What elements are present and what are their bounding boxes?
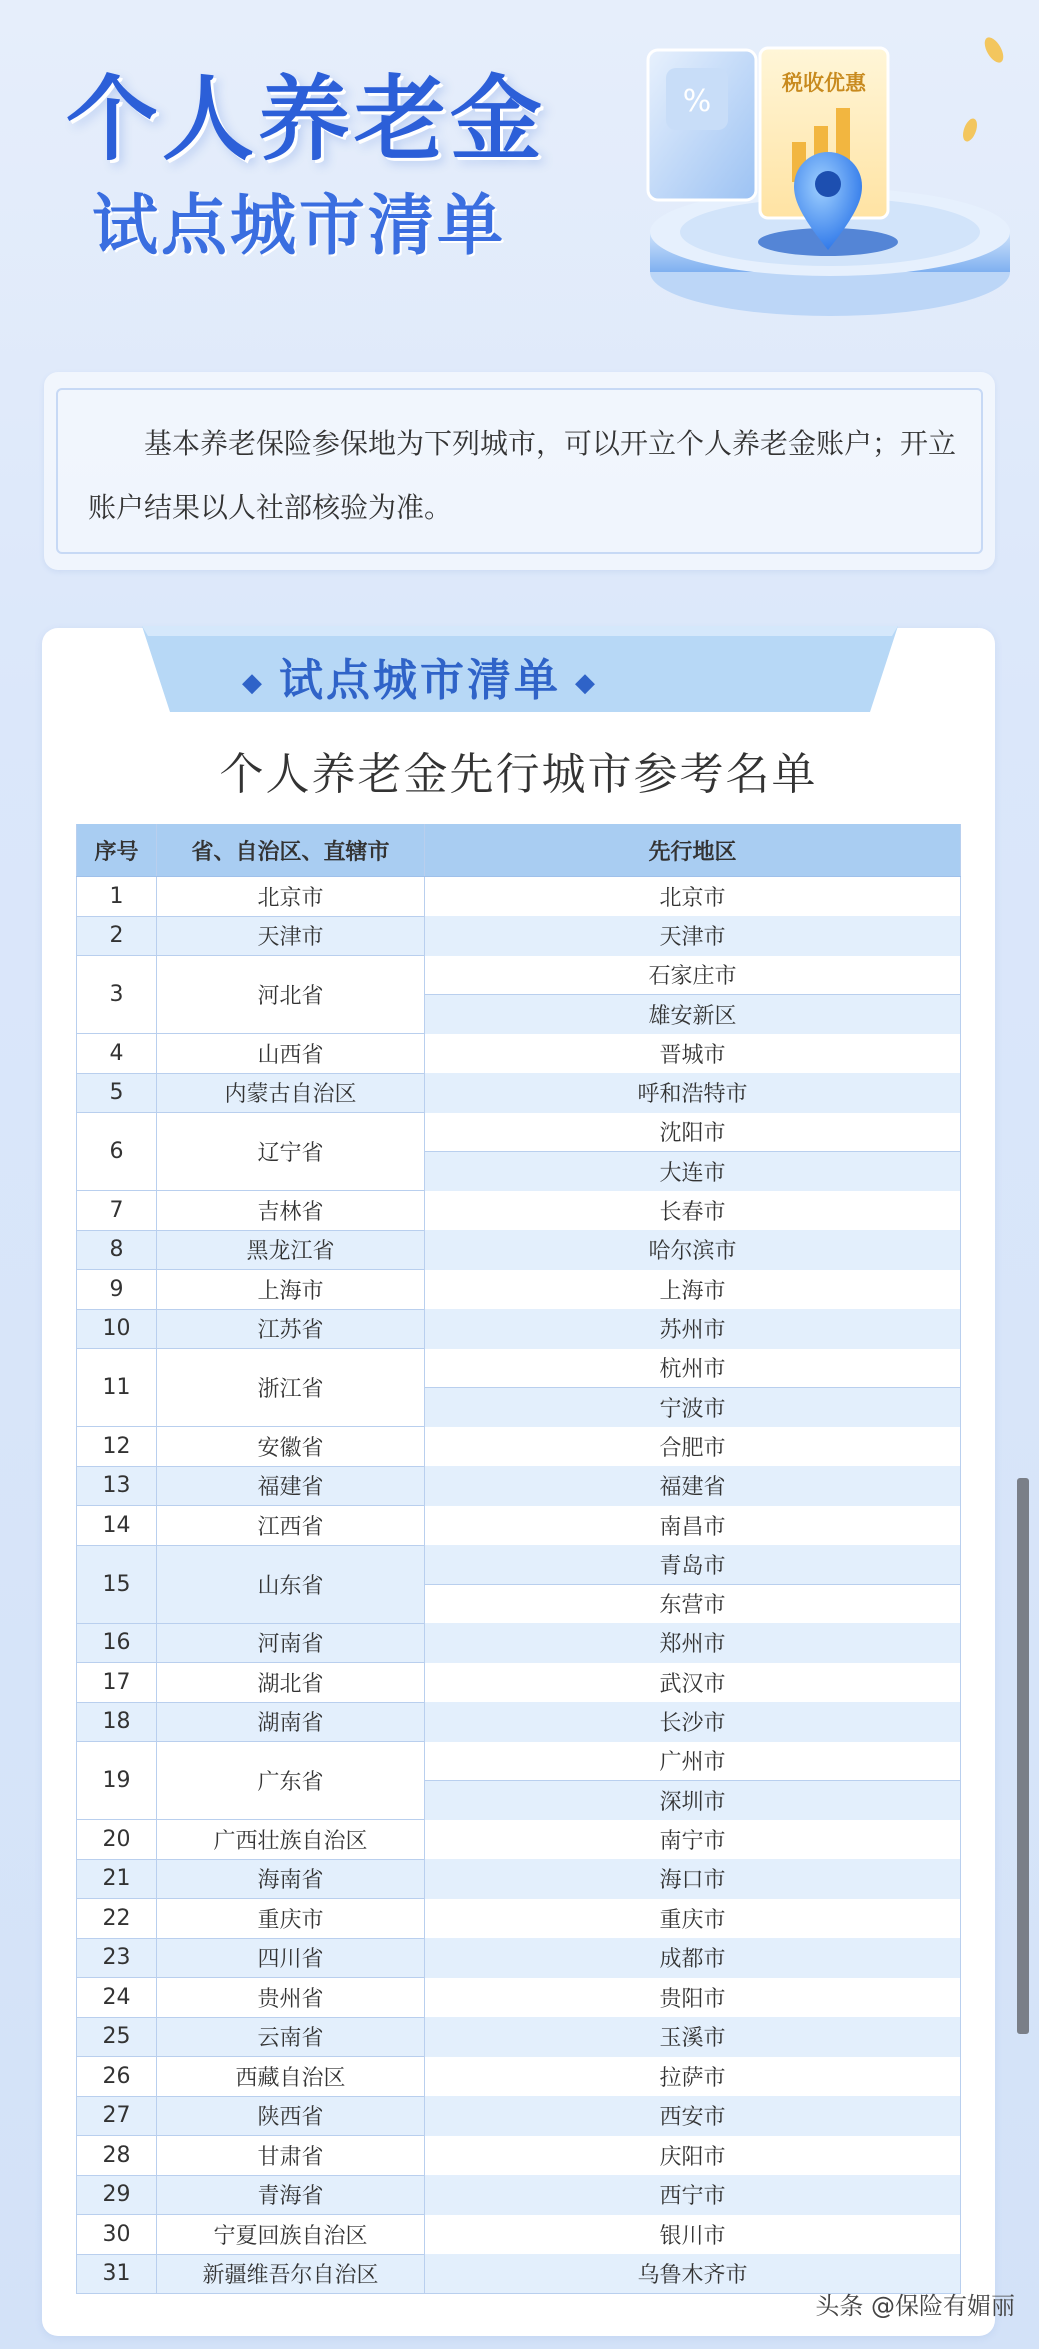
cell-no: 8	[77, 1230, 157, 1270]
cell-city: 南昌市	[425, 1506, 961, 1546]
intro-card	[44, 372, 995, 570]
table-row	[77, 1034, 961, 1074]
cell-no: 20	[77, 1820, 157, 1860]
cell-no: 22	[77, 1899, 157, 1939]
scrollbar-thumb[interactable]	[1017, 1478, 1029, 2034]
cell-no: 25	[77, 2017, 157, 2057]
cell-region: 云南省	[157, 2017, 425, 2057]
cell-city: 玉溪市	[425, 2017, 961, 2057]
cell-region: 湖南省	[157, 1702, 425, 1742]
cell-no: 23	[77, 1938, 157, 1978]
cell-city: 西宁市	[425, 2175, 961, 2215]
cell-city: 福建省	[425, 1466, 961, 1506]
cell-city: 哈尔滨市	[425, 1230, 961, 1270]
table-row	[77, 2096, 961, 2136]
diamond-icon: ◆	[575, 668, 598, 698]
cell-no: 9	[77, 1270, 157, 1310]
cell-region: 广东省	[157, 1742, 425, 1820]
table-row	[77, 2215, 961, 2255]
cell-no: 14	[77, 1506, 157, 1546]
cell-region: 海南省	[157, 1859, 425, 1899]
table-row	[77, 1191, 961, 1231]
cell-no: 18	[77, 1702, 157, 1742]
cell-no: 26	[77, 2057, 157, 2097]
cell-no: 28	[77, 2136, 157, 2176]
cell-region: 吉林省	[157, 1191, 425, 1231]
cell-no: 1	[77, 877, 157, 917]
cell-city: 北京市	[425, 877, 961, 917]
cell-city: 呼和浩特市	[425, 1073, 961, 1113]
cell-region: 山东省	[157, 1545, 425, 1623]
cell-city: 合肥市	[425, 1427, 961, 1467]
cell-city: 深圳市	[425, 1781, 961, 1820]
cell-city: 武汉市	[425, 1663, 961, 1703]
table-row	[77, 1349, 961, 1388]
table-row	[77, 2057, 961, 2097]
cell-no: 12	[77, 1427, 157, 1467]
cell-region: 上海市	[157, 1270, 425, 1310]
cell-no: 5	[77, 1073, 157, 1113]
table-row	[77, 2175, 961, 2215]
table-row	[77, 2136, 961, 2176]
table-row	[77, 916, 961, 956]
list-subtitle: 个人养老金先行城市参考名单	[219, 749, 818, 800]
cell-city: 宁波市	[425, 1388, 961, 1427]
cell-city: 庆阳市	[425, 2136, 961, 2176]
watermark: 头条 @保险有媚丽	[815, 2292, 1015, 2320]
cell-no: 17	[77, 1663, 157, 1703]
cell-city: 郑州市	[425, 1623, 961, 1663]
cell-no: 2	[77, 916, 157, 956]
cell-no: 10	[77, 1309, 157, 1349]
intro-text	[88, 412, 968, 540]
cell-city: 青岛市	[425, 1545, 961, 1584]
table-row	[77, 1545, 961, 1584]
section-title-text: 试点城市清单	[279, 655, 561, 706]
cell-city: 长沙市	[425, 1702, 961, 1742]
cell-region: 青海省	[157, 2175, 425, 2215]
table-row	[77, 1859, 961, 1899]
table-row	[77, 2017, 961, 2057]
table-row	[77, 1663, 961, 1703]
cell-no: 24	[77, 1978, 157, 2018]
city-list-card	[42, 628, 995, 2336]
cell-city: 广州市	[425, 1742, 961, 1781]
cell-region: 新疆维吾尔自治区	[157, 2254, 425, 2294]
table-row	[77, 1466, 961, 1506]
cell-no: 21	[77, 1859, 157, 1899]
cell-region: 西藏自治区	[157, 2057, 425, 2097]
cell-region: 四川省	[157, 1938, 425, 1978]
cell-city: 沈阳市	[425, 1113, 961, 1152]
cell-region: 江西省	[157, 1506, 425, 1546]
intro-paragraph: 基本养老保险参保地为下列城市，可以开立个人养老金账户；开立账户结果以人社部核验为准。	[88, 427, 957, 524]
table-row	[77, 1309, 961, 1349]
cell-no: 6	[77, 1113, 157, 1191]
page-title: 个人养老金	[66, 66, 547, 173]
cell-no: 11	[77, 1349, 157, 1427]
pilot-city-table	[76, 824, 961, 2294]
cell-region: 重庆市	[157, 1899, 425, 1939]
cell-city: 拉萨市	[425, 2057, 961, 2097]
table-row	[77, 1270, 961, 1310]
table-row	[77, 1506, 961, 1546]
cell-city: 东营市	[425, 1584, 961, 1623]
cell-no: 15	[77, 1545, 157, 1623]
cell-city: 乌鲁木齐市	[425, 2254, 961, 2294]
table-row	[77, 1978, 961, 2018]
cell-region: 内蒙古自治区	[157, 1073, 425, 1113]
percent-card-icon	[648, 50, 756, 200]
table-header-row	[77, 824, 961, 877]
cell-region: 安徽省	[157, 1427, 425, 1467]
column-header-no: 序号	[77, 824, 157, 877]
cell-region: 河北省	[157, 956, 425, 1034]
cell-no: 27	[77, 2096, 157, 2136]
cell-region: 黑龙江省	[157, 1230, 425, 1270]
table-row	[77, 877, 961, 917]
column-header-region: 省、自治区、直辖市	[157, 824, 425, 877]
cell-region: 辽宁省	[157, 1113, 425, 1191]
table-row	[77, 956, 961, 995]
cell-no: 7	[77, 1191, 157, 1231]
cell-region: 浙江省	[157, 1349, 425, 1427]
cell-region: 宁夏回族自治区	[157, 2215, 425, 2255]
cell-region: 河南省	[157, 1623, 425, 1663]
table-row	[77, 1702, 961, 1742]
cell-city: 西安市	[425, 2096, 961, 2136]
table-row	[77, 1230, 961, 1270]
cell-city: 贵阳市	[425, 1978, 961, 2018]
table-row	[77, 1073, 961, 1113]
cell-no: 29	[77, 2175, 157, 2215]
cell-city: 天津市	[425, 916, 961, 956]
cell-city: 杭州市	[425, 1349, 961, 1388]
table-row	[77, 1899, 961, 1939]
cell-region: 陕西省	[157, 2096, 425, 2136]
page-subtitle: 试点城市清单	[92, 187, 506, 264]
column-header-cities: 先行地区	[425, 824, 961, 877]
cell-city: 石家庄市	[425, 956, 961, 995]
cell-no: 16	[77, 1623, 157, 1663]
table-row	[77, 1427, 961, 1467]
cell-city: 苏州市	[425, 1309, 961, 1349]
section-title	[42, 644, 798, 708]
cell-region: 广西壮族自治区	[157, 1820, 425, 1860]
cell-no: 30	[77, 2215, 157, 2255]
hero-banner	[0, 0, 1039, 360]
cell-city: 银川市	[425, 2215, 961, 2255]
cell-city: 晋城市	[425, 1034, 961, 1074]
diamond-icon: ◆	[242, 668, 265, 698]
cell-no: 4	[77, 1034, 157, 1074]
cell-no: 19	[77, 1742, 157, 1820]
svg-text:%: %	[682, 84, 712, 119]
cell-city: 长春市	[425, 1191, 961, 1231]
cell-city: 成都市	[425, 1938, 961, 1978]
table-row	[77, 1820, 961, 1860]
table-row	[77, 1113, 961, 1152]
cell-city: 上海市	[425, 1270, 961, 1310]
svg-text:税收优惠: 税收优惠	[782, 71, 866, 95]
cell-region: 天津市	[157, 916, 425, 956]
cell-region: 山西省	[157, 1034, 425, 1074]
tax-benefit-illustration	[610, 10, 1030, 340]
cell-region: 北京市	[157, 877, 425, 917]
cell-no: 31	[77, 2254, 157, 2294]
table-row	[77, 1938, 961, 1978]
cell-city: 重庆市	[425, 1899, 961, 1939]
cell-city: 雄安新区	[425, 995, 961, 1034]
cell-no: 3	[77, 956, 157, 1034]
cell-city: 南宁市	[425, 1820, 961, 1860]
cell-region: 甘肃省	[157, 2136, 425, 2176]
cell-no: 13	[77, 1466, 157, 1506]
cell-region: 江苏省	[157, 1309, 425, 1349]
cell-city: 海口市	[425, 1859, 961, 1899]
cell-region: 福建省	[157, 1466, 425, 1506]
cell-city: 大连市	[425, 1152, 961, 1191]
cell-region: 湖北省	[157, 1663, 425, 1703]
cell-region: 贵州省	[157, 1978, 425, 2018]
table-row	[77, 1623, 961, 1663]
table-row	[77, 1742, 961, 1781]
